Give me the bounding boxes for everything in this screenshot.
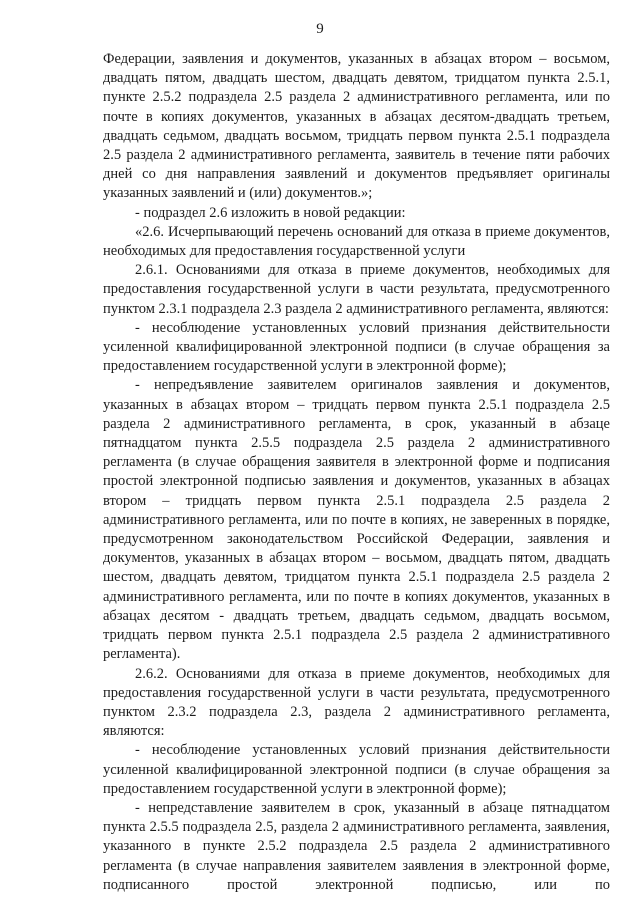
paragraph-2-6-1-item-originals: - непредъявление заявителем оригиналов заявления и документов, указанных в абзацах втором – тридцать первом пункта 2.5.1 подраздела 2.5 раздела 2 административного регламента, в срок, указанный в абзаце пятнадцатом пункта 2.5.5 подраздела 2.5 раздела 2 административного регламента (в случае обращения заявителя в электронной форме и подписания простой электронной подписью заявления и документов, указанных в абзацах втором – тридцать первом пункта 2.5.1 подраздела 2.5 раздела 2 административного регламента, или по почте в копиях, не заверенных в порядке, предусмотренном законодательством Российской Федерации, заявления и документов, указанных в абзацах втором – восьмом, двадцать пятом, двадцать шестом, двадцать девятом, тридцатом пункта 2.5.1 подраздела 2.5 раздела 2 административного регламента, или по почте в копиях документов, указанных в абзацах десятом - двадцать третьем, двадцать седьмом, двадцать восьмом, тридцать первом пункта 2.5.1 подраздела 2.5 раздела 2 административного регламента). (103, 377, 610, 663)
paragraph-continuation: Федерации, заявления и документов, указанных в абзацах втором – восьмом, двадцать пятом, двадцать шестом, двадцать девятом, тридцатом пункта 2.5.1, пункте 2.5.2 подраздела 2.5 раздела 2 административного регламента, или по почте в копиях документов, указанных в абзацах десятом-двадцать третьем, двадцать седьмом, двадцать восьмом, тридцать первом пункта 2.5.1 подраздела 2.5 раздела 2 административного регламента, заявитель в течение пяти рабочих дней со дня направления заявлений и документов предъявляет оригиналы указанных заявлений и (или) документов.»; (103, 51, 610, 202)
document-body (103, 50, 610, 895)
paragraph-2-6-2-item-nonsubmission: - непредставление заявителем в срок, указанный в абзаце пятнадцатом пункта 2.5.5 подраздела 2.5, раздела 2 административного регламента, заявления, указанного в пункте 2.5.2 подраздела 2.5 раздела 2 административного регламента (в случае направления заявителем заявления в электронной форме, подписанного простой электронной подписью, или по (103, 799, 610, 893)
paragraph-2-6-1: 2.6.1. Основаниями для отказа в приеме документов, необходимых для предоставления государственной услуги в части результата, предусмотренного пунктом 2.3.1 подраздела 2.3 раздела 2 административного регламента, являются: (103, 262, 610, 317)
paragraph-subsection-2-6-instruction: - подраздел 2.6 изложить в новой редакции: (135, 204, 406, 221)
paragraph-2-6-1-item-signature: - несоблюдение установленных условий признания действительности усиленной квалифицированной электронной подписи (в случае обращения за предоставлением государственной услуги в электронной форме); (103, 319, 610, 375)
page-number: 9 (316, 21, 324, 37)
paragraph-subsection-2-6-heading: «2.6. Исчерпывающий перечень оснований для отказа в приеме документов, необходимых для предоставления государственной услуги (103, 223, 610, 260)
paragraph-2-6-2: 2.6.2. Основаниями для отказа в приеме документов, необходимых для предоставления государственной услуги в части результата, предусмотренного пунктом 2.3.2 подраздела 2.3, раздела 2 административного регламента, являются: (103, 665, 610, 740)
paragraph-2-6-2-item-signature: - несоблюдение установленных условий признания действительности усиленной квалифицированной электронной подписи (в случае обращения за предоставлением государственной услуги в электронной форме); (103, 742, 610, 797)
